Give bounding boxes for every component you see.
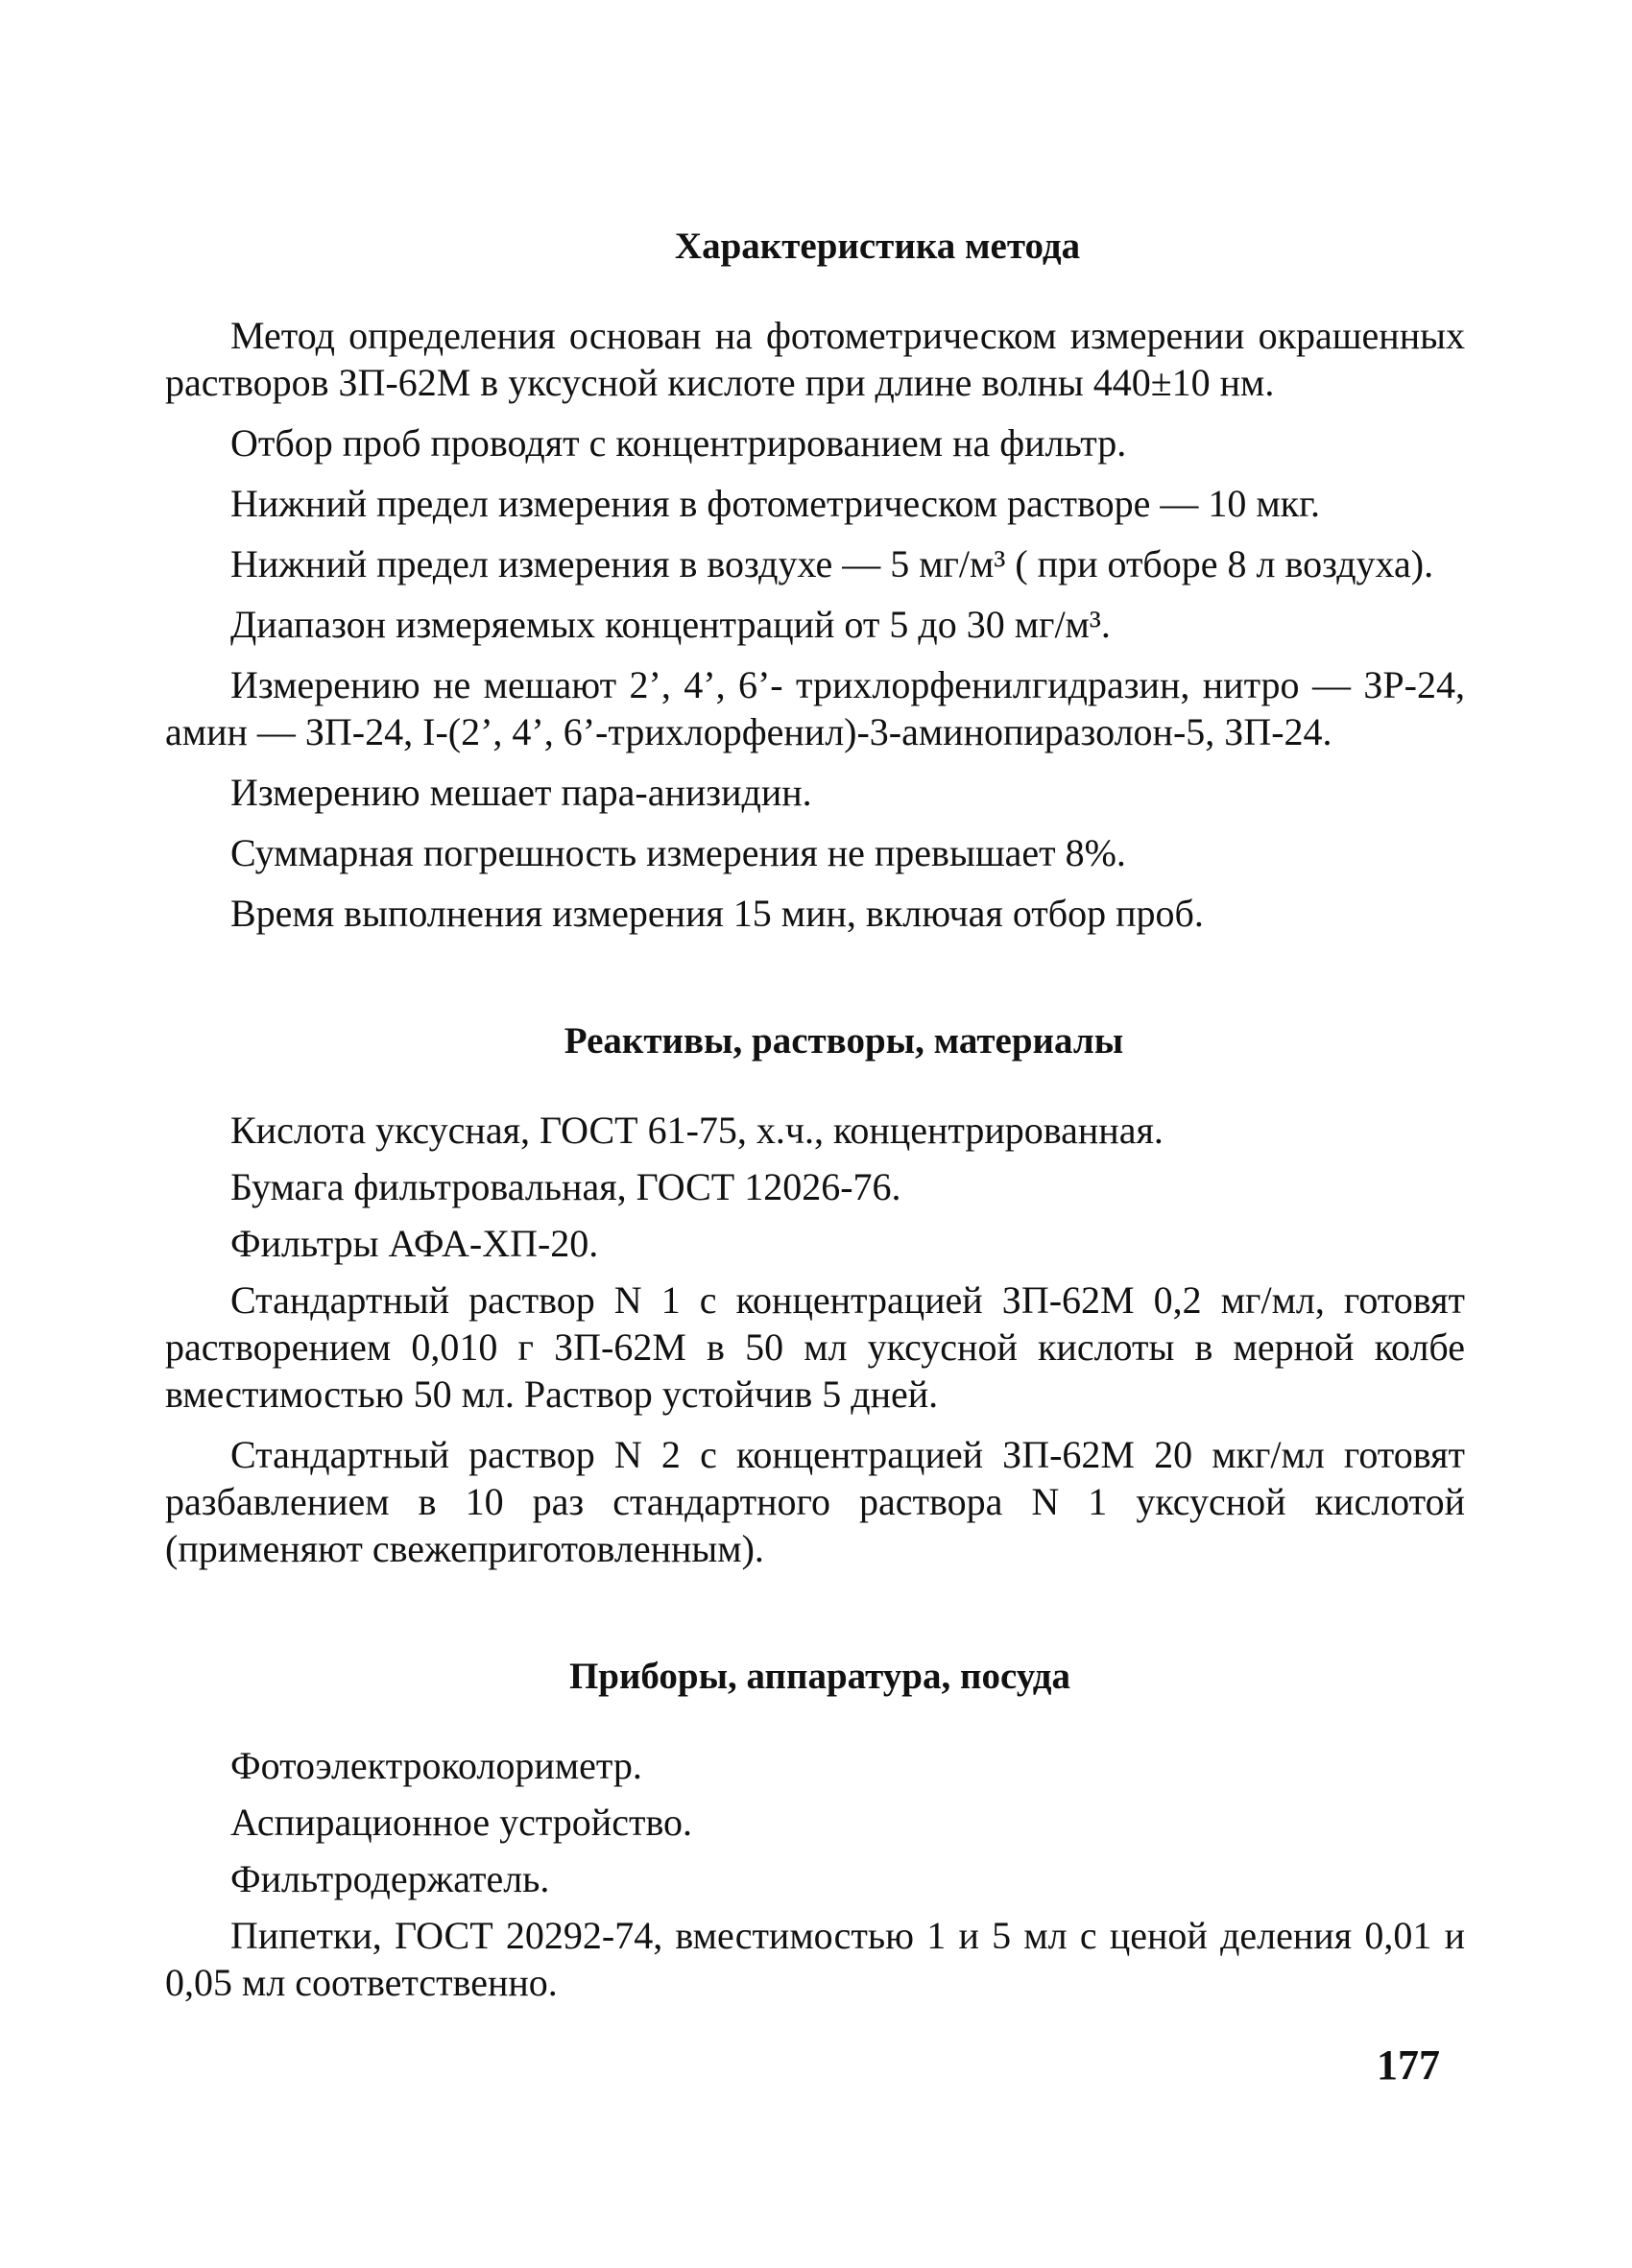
method-paragraph-3: Нижний предел измерения в фотометрическом растворе — 10 мкг. — [230, 482, 1320, 525]
reagents-paragraph-1: Кислота уксусная, ГОСТ 61-75, х.ч., концентрированная. — [230, 1109, 1164, 1152]
equipment-paragraph-1: Фотоэлектроколориметр. — [230, 1744, 642, 1787]
page-number: 177 — [1377, 2041, 1440, 2089]
method-paragraph-5: Диапазон измеряемых концентраций от 5 до 30 мг/м³. — [230, 603, 1111, 646]
equipment-paragraph-3: Фильтродержатель. — [230, 1857, 550, 1900]
method-paragraph-6: Измерению не мешают 2’, 4’, 6’- трихлорфенилгидразин, нитро — ЗР-24, амин — ЗП-24, I-(2’, 4’, 6’-трихлорфенил)-3-аминопиразолон-5, ЗП-24. — [165, 663, 1465, 753]
section-title-equipment: Приборы, аппаратура, посуда — [568, 1656, 1071, 1697]
method-paragraph-9: Время выполнения измерения 15 мин, включая отбор проб. — [230, 892, 1204, 935]
page-content — [165, 223, 1465, 2019]
reagents-paragraph-5: Стандартный раствор N 2 с концентрацией ЗП-62М 20 мкг/мл готовят разбавлением в 10 раз стандартного раствора N 1 уксусной кислотой (применяют свежеприготовленным). — [165, 1433, 1465, 1570]
method-paragraph-7: Измерению мешает пара-анизидин. — [230, 771, 812, 814]
section-title-reagents: Реактивы, растворы, материалы — [564, 1020, 1124, 1062]
reagents-paragraph-3: Фильтры АФА-ХП-20. — [230, 1222, 599, 1265]
method-paragraph-8: Суммарная погрешность измерения не превышает 8%. — [230, 831, 1126, 874]
section-title-method: Характеристика метода — [674, 226, 1081, 267]
method-paragraph-1: Метод определения основан на фотометрическом измерении окрашенных растворов ЗП-62М в уксусной кислоте при длине волны 440±10 нм. — [165, 314, 1465, 404]
method-paragraph-2: Отбор проб проводят с концентрированием на фильтр. — [230, 421, 1127, 465]
reagents-paragraph-2: Бумага фильтровальная, ГОСТ 12026-76. — [230, 1165, 901, 1208]
method-paragraph-4: Нижний предел измерения в воздухе — 5 мг/м³ ( при отборе 8 л воздуха). — [230, 542, 1434, 585]
equipment-paragraph-4: Пипетки, ГОСТ 20292-74, вместимостью 1 и 5 мл с ценой деления 0,01 и 0,05 мл соответственно. — [165, 1914, 1465, 2004]
equipment-paragraph-2: Аспирационное устройство. — [230, 1801, 693, 1844]
reagents-paragraph-4: Стандартный раствор N 1 с концентрацией ЗП-62М 0,2 мг/мл, готовят растворением 0,010 г ЗП-62М в 50 мл уксусной кислоты в мерной колбе вместимостью 50 мл. Раствор устойчив 5 дней. — [165, 1278, 1465, 1416]
